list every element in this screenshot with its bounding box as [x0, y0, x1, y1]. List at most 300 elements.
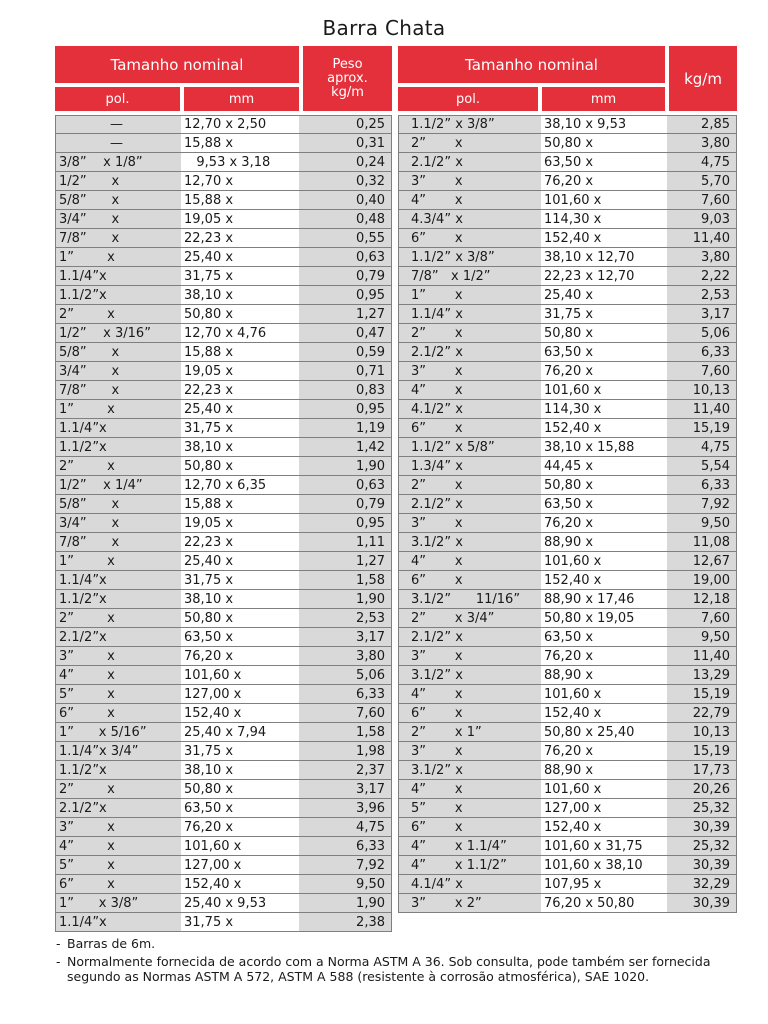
table-row: [398, 723, 737, 742]
pol-cell: 6” x: [398, 571, 541, 590]
table-row: [55, 381, 392, 400]
pol-cell: 1/2” x 3/16”: [55, 324, 181, 343]
pol-cell: 1.1/2”x: [55, 761, 181, 780]
pol-cell: 2” x: [398, 134, 541, 153]
mm-cell: 63,50 x: [541, 495, 667, 514]
pol-cell: 1” x: [55, 248, 181, 267]
mm-cell: 15,88 x: [181, 134, 299, 153]
kg-m-cell: 25,32: [667, 837, 737, 856]
table-row: [398, 533, 737, 552]
pol-cell: 2” x: [55, 609, 181, 628]
kg-m-cell: 2,53: [299, 609, 392, 628]
kg-m-cell: 0,79: [299, 495, 392, 514]
table-row: [398, 495, 737, 514]
mm-cell: 152,40 x: [181, 875, 299, 894]
pol-cell: 4” x: [398, 685, 541, 704]
mm-cell: 31,75 x: [181, 571, 299, 590]
pol-cell: 4” x: [398, 381, 541, 400]
mm-cell: 25,40 x 7,94: [181, 723, 299, 742]
pol-cell: 6” x: [398, 419, 541, 438]
table-row: [55, 761, 392, 780]
pol-cell: 1” x: [55, 552, 181, 571]
header-tamanho-nominal: Tamanho nominal: [398, 46, 665, 83]
table-row: [398, 590, 737, 609]
pol-cell: 3.1/2” x: [398, 761, 541, 780]
pol-cell: 3.1/2” x: [398, 533, 541, 552]
header-tamanho-nominal: Tamanho nominal: [55, 46, 299, 83]
table-row: [55, 324, 392, 343]
mm-cell: 76,20 x: [541, 362, 667, 381]
table-row: [398, 305, 737, 324]
kg-m-cell: 0,95: [299, 514, 392, 533]
mm-cell: 152,40 x: [541, 818, 667, 837]
mm-cell: 63,50 x: [181, 799, 299, 818]
pol-cell: 4.1/4” x: [398, 875, 541, 894]
table-row: [398, 666, 737, 685]
mm-cell: 50,80 x 25,40: [541, 723, 667, 742]
mm-cell: 127,00 x: [541, 799, 667, 818]
mm-cell: 22,23 x 12,70: [541, 267, 667, 286]
pol-cell: 3” x: [398, 742, 541, 761]
kg-m-cell: 1,58: [299, 571, 392, 590]
table-row: [55, 609, 392, 628]
table-row: [398, 134, 737, 153]
page-title: Barra Chata: [322, 16, 446, 40]
pol-cell: 1.1/4”x 3/4”: [55, 742, 181, 761]
kg-m-cell: 12,67: [667, 552, 737, 571]
pol-cell: 4.1/2” x: [398, 400, 541, 419]
mm-cell: 19,05 x: [181, 210, 299, 229]
kg-m-cell: 7,60: [667, 609, 737, 628]
mm-cell: 101,60 x: [541, 552, 667, 571]
pol-cell: 4” x: [398, 552, 541, 571]
pol-cell: 1” x: [398, 286, 541, 305]
pol-cell: 6” x: [55, 875, 181, 894]
table-row: [398, 248, 737, 267]
table-row: [55, 495, 392, 514]
pol-cell: 1” x 5/16”: [55, 723, 181, 742]
mm-cell: 31,75 x: [541, 305, 667, 324]
table-row: [398, 818, 737, 837]
pol-cell: 1/2” x 1/4”: [55, 476, 181, 495]
pol-cell: 6” x: [398, 229, 541, 248]
table-row: [398, 381, 737, 400]
table-row: [398, 172, 737, 191]
kg-m-cell: 0,32: [299, 172, 392, 191]
kg-m-cell: 3,17: [299, 780, 392, 799]
pol-cell: 1.1/2”x: [55, 286, 181, 305]
kg-m-cell: 17,73: [667, 761, 737, 780]
pol-cell: 4” x: [398, 780, 541, 799]
pol-cell: 7/8” x 1/2”: [398, 267, 541, 286]
mm-cell: 101,60 x: [541, 780, 667, 799]
mm-cell: 63,50 x: [541, 153, 667, 172]
table-row: [55, 533, 392, 552]
mm-cell: 76,20 x: [541, 742, 667, 761]
table-row: [398, 210, 737, 229]
mm-cell: 50,80 x: [541, 476, 667, 495]
kg-m-cell: 30,39: [667, 856, 737, 875]
kg-m-cell: 5,70: [667, 172, 737, 191]
kg-m-cell: 3,80: [667, 248, 737, 267]
kg-m-cell: 7,60: [299, 704, 392, 723]
mm-cell: 19,05 x: [181, 514, 299, 533]
kg-m-cell: 6,33: [299, 685, 392, 704]
table-row: [398, 362, 737, 381]
mm-cell: 12,70 x 4,76: [181, 324, 299, 343]
table-row: [398, 438, 737, 457]
table-row: [398, 457, 737, 476]
table-row: [55, 837, 392, 856]
mm-cell: 25,40 x: [181, 552, 299, 571]
footnote-text: Barras de 6m.: [67, 936, 156, 951]
header-pol: pol.: [55, 87, 180, 111]
table-row: [398, 153, 737, 172]
pol-cell: 3” x: [398, 362, 541, 381]
pol-cell: 3/4” x: [55, 362, 181, 381]
kg-m-cell: 2,85: [667, 115, 737, 134]
kg-m-cell: 6,33: [299, 837, 392, 856]
table-row: [398, 286, 737, 305]
pol-cell: 2” x: [55, 457, 181, 476]
pol-cell: 3” x: [55, 818, 181, 837]
mm-cell: 15,88 x: [181, 495, 299, 514]
right-table-header: [398, 46, 737, 111]
footnotes: [56, 936, 756, 987]
pol-cell: 1.3/4” x: [398, 457, 541, 476]
table-row: [55, 400, 392, 419]
mm-cell: 12,70 x 2,50: [181, 115, 299, 134]
pol-cell: 2.1/2”x: [55, 799, 181, 818]
mm-cell: 63,50 x: [541, 343, 667, 362]
table-row: [398, 343, 737, 362]
mm-cell: 38,10 x: [181, 286, 299, 305]
mm-cell: 152,40 x: [181, 704, 299, 723]
table-row: [55, 894, 392, 913]
pol-cell: 7/8” x: [55, 229, 181, 248]
kg-m-cell: 2,22: [667, 267, 737, 286]
table-row: [55, 818, 392, 837]
pol-cell: 3/8” x 1/8”: [55, 153, 181, 172]
table-row: [398, 552, 737, 571]
mm-cell: 15,88 x: [181, 191, 299, 210]
footnote: [56, 936, 756, 951]
table-row: [398, 571, 737, 590]
table-row: [398, 742, 737, 761]
pol-cell: 2” x 1”: [398, 723, 541, 742]
table-row: [55, 419, 392, 438]
kg-m-cell: 1,90: [299, 590, 392, 609]
bullet-dash: -: [56, 954, 61, 969]
pol-cell: 4” x 1.1/4”: [398, 837, 541, 856]
table-row: [398, 685, 737, 704]
table-row: [55, 248, 392, 267]
kg-m-cell: 32,29: [667, 875, 737, 894]
mm-cell: 101,60 x: [541, 381, 667, 400]
pol-cell: 1.1/2”x: [55, 590, 181, 609]
mm-cell: 50,80 x: [181, 609, 299, 628]
pol-cell: 5” x: [398, 799, 541, 818]
kg-m-cell: 7,60: [667, 191, 737, 210]
kg-m-cell: 4,75: [667, 153, 737, 172]
kg-m-cell: 3,80: [667, 134, 737, 153]
table-row: [398, 191, 737, 210]
kg-m-cell: 6,33: [667, 343, 737, 362]
mm-cell: 152,40 x: [541, 571, 667, 590]
mm-cell: 152,40 x: [541, 419, 667, 438]
table-row: [55, 685, 392, 704]
mm-cell: 88,90 x: [541, 533, 667, 552]
pol-cell: —: [55, 115, 181, 134]
table-row: [398, 799, 737, 818]
pol-cell: 2” x: [398, 476, 541, 495]
table-row: [55, 666, 392, 685]
mm-cell: 88,90 x 17,46: [541, 590, 667, 609]
pol-cell: 2” x: [55, 780, 181, 799]
table-row: [55, 476, 392, 495]
pol-cell: 5” x: [55, 856, 181, 875]
kg-m-cell: 10,13: [667, 381, 737, 400]
pol-cell: 3/4” x: [55, 210, 181, 229]
kg-m-cell: 0,79: [299, 267, 392, 286]
mm-cell: 22,23 x: [181, 381, 299, 400]
pol-cell: 1.1/4”x: [55, 267, 181, 286]
pol-cell: 3” x 2”: [398, 894, 541, 913]
pol-cell: 1.1/2”x: [55, 438, 181, 457]
pol-cell: 1.1/2” x 5/8”: [398, 438, 541, 457]
kg-m-cell: 4,75: [667, 438, 737, 457]
mm-cell: 114,30 x: [541, 400, 667, 419]
mm-cell: 50,80 x: [181, 305, 299, 324]
footnote-text: Normalmente fornecida de acordo com a Norma ASTM A 36. Sob consulta, pode também ser fornecida segundo as Normas ASTM A 572, ASTM A 588 (resistente à corrosão atmosférica), SAE 1020.: [67, 954, 711, 984]
pol-cell: 6” x: [398, 704, 541, 723]
mm-cell: 101,60 x: [181, 837, 299, 856]
kg-m-cell: 12,18: [667, 590, 737, 609]
kg-m-cell: 9,03: [667, 210, 737, 229]
pol-cell: 2.1/2” x: [398, 153, 541, 172]
kg-m-cell: 0,24: [299, 153, 392, 172]
header-pol: pol.: [398, 87, 538, 111]
mm-cell: 19,05 x: [181, 362, 299, 381]
header-mm: mm: [542, 87, 665, 111]
kg-m-cell: 11,08: [667, 533, 737, 552]
table-row: [55, 780, 392, 799]
table-row: [55, 267, 392, 286]
table-row: [398, 628, 737, 647]
kg-m-cell: 11,40: [667, 400, 737, 419]
pol-cell: 5/8” x: [55, 343, 181, 362]
pol-cell: 3.1/2” x: [398, 666, 541, 685]
table-row: [398, 894, 737, 913]
mm-cell: 38,10 x: [181, 761, 299, 780]
kg-m-cell: 0,31: [299, 134, 392, 153]
kg-m-cell: 9,50: [667, 514, 737, 533]
kg-m-cell: 0,25: [299, 115, 392, 134]
kg-m-cell: 7,92: [299, 856, 392, 875]
bullet-dash: -: [56, 936, 61, 951]
left-table-header: [55, 46, 392, 111]
table-row: [398, 856, 737, 875]
pol-cell: 4” x 1.1/2”: [398, 856, 541, 875]
table-row: [398, 647, 737, 666]
pol-cell: 2.1/2”x: [55, 628, 181, 647]
table-row: [55, 856, 392, 875]
kg-m-cell: 9,50: [667, 628, 737, 647]
table-row: [55, 723, 392, 742]
mm-cell: 152,40 x: [541, 229, 667, 248]
pol-cell: 1.1/4”x: [55, 419, 181, 438]
mm-cell: 25,40 x: [181, 248, 299, 267]
mm-cell: 44,45 x: [541, 457, 667, 476]
kg-m-cell: 20,26: [667, 780, 737, 799]
mm-cell: 31,75 x: [181, 267, 299, 286]
kg-m-cell: 7,92: [667, 495, 737, 514]
header-mm: mm: [184, 87, 299, 111]
mm-cell: 101,60 x 31,75: [541, 837, 667, 856]
pol-cell: 3” x: [398, 647, 541, 666]
kg-m-cell: 0,55: [299, 229, 392, 248]
table-row: [55, 913, 392, 932]
mm-cell: 101,60 x: [541, 191, 667, 210]
kg-m-cell: 5,06: [299, 666, 392, 685]
pol-cell: 1/2” x: [55, 172, 181, 191]
kg-m-cell: 0,47: [299, 324, 392, 343]
kg-m-cell: 1,90: [299, 457, 392, 476]
pol-cell: 4” x: [398, 191, 541, 210]
kg-m-cell: 3,17: [299, 628, 392, 647]
mm-cell: 31,75 x: [181, 913, 299, 932]
kg-m-cell: 6,33: [667, 476, 737, 495]
mm-cell: 76,20 x: [181, 818, 299, 837]
kg-m-cell: 19,00: [667, 571, 737, 590]
mm-cell: 31,75 x: [181, 419, 299, 438]
table-row: [55, 647, 392, 666]
pol-cell: 3/4” x: [55, 514, 181, 533]
mm-cell: 15,88 x: [181, 343, 299, 362]
mm-cell: 127,00 x: [181, 856, 299, 875]
pol-cell: 2.1/2” x: [398, 628, 541, 647]
mm-cell: 63,50 x: [181, 628, 299, 647]
mm-cell: 12,70 x 6,35: [181, 476, 299, 495]
kg-m-cell: 9,50: [299, 875, 392, 894]
pol-cell: 2” x: [55, 305, 181, 324]
footnote: [56, 954, 756, 984]
kg-m-cell: 0,83: [299, 381, 392, 400]
mm-cell: 38,10 x: [181, 438, 299, 457]
kg-m-cell: 3,80: [299, 647, 392, 666]
table-row: [398, 704, 737, 723]
kg-m-cell: 10,13: [667, 723, 737, 742]
pol-cell: 3” x: [398, 172, 541, 191]
table-row: [55, 742, 392, 761]
left-table: [55, 46, 392, 930]
kg-m-cell: 1,42: [299, 438, 392, 457]
table-row: [398, 115, 737, 134]
table-row: [55, 134, 392, 153]
mm-cell: 101,60 x 38,10: [541, 856, 667, 875]
left-table-body: [55, 115, 392, 932]
table-row: [55, 590, 392, 609]
pol-cell: 1.1/4”x: [55, 913, 181, 932]
kg-m-cell: 11,40: [667, 647, 737, 666]
kg-m-cell: 1,58: [299, 723, 392, 742]
table-row: [55, 628, 392, 647]
pol-cell: 5” x: [55, 685, 181, 704]
kg-m-cell: 2,37: [299, 761, 392, 780]
mm-cell: 76,20 x: [541, 514, 667, 533]
table-row: [55, 286, 392, 305]
header-peso-kg-m: Peso aprox. kg/m: [303, 46, 392, 111]
kg-m-cell: 1,98: [299, 742, 392, 761]
mm-cell: 101,60 x: [181, 666, 299, 685]
kg-m-cell: 25,32: [667, 799, 737, 818]
mm-cell: 9,53 x 3,18: [181, 153, 299, 172]
kg-m-cell: 0,63: [299, 476, 392, 495]
pol-cell: 1.1/2” x 3/8”: [398, 248, 541, 267]
kg-m-cell: 3,96: [299, 799, 392, 818]
table-row: [55, 438, 392, 457]
pol-cell: 1” x 3/8”: [55, 894, 181, 913]
pol-cell: 1.1/2” x 3/8”: [398, 115, 541, 134]
table-row: [398, 267, 737, 286]
table-row: [55, 362, 392, 381]
table-row: [398, 229, 737, 248]
pol-cell: 6” x: [398, 818, 541, 837]
table-row: [55, 514, 392, 533]
mm-cell: 25,40 x: [181, 400, 299, 419]
pol-cell: 4” x: [55, 837, 181, 856]
mm-cell: 12,70 x: [181, 172, 299, 191]
table-row: [398, 837, 737, 856]
table-row: [55, 875, 392, 894]
table-row: [55, 704, 392, 723]
table-row: [55, 172, 392, 191]
table-row: [55, 571, 392, 590]
table-row: [398, 780, 737, 799]
table-row: [55, 210, 392, 229]
header-kg-m: kg/m: [669, 46, 737, 111]
pol-cell: 2” x: [398, 324, 541, 343]
table-row: [398, 400, 737, 419]
pol-cell: 6” x: [55, 704, 181, 723]
kg-m-cell: 1,11: [299, 533, 392, 552]
kg-m-cell: 3,17: [667, 305, 737, 324]
kg-m-cell: 2,53: [667, 286, 737, 305]
mm-cell: 25,40 x 9,53: [181, 894, 299, 913]
kg-m-cell: 0,95: [299, 400, 392, 419]
kg-m-cell: 15,19: [667, 742, 737, 761]
kg-m-cell: 0,71: [299, 362, 392, 381]
mm-cell: 50,80 x: [181, 780, 299, 799]
mm-cell: 38,10 x 9,53: [541, 115, 667, 134]
mm-cell: 152,40 x: [541, 704, 667, 723]
kg-m-cell: 13,29: [667, 666, 737, 685]
mm-cell: 22,23 x: [181, 533, 299, 552]
mm-cell: 107,95 x: [541, 875, 667, 894]
mm-cell: 114,30 x: [541, 210, 667, 229]
kg-m-cell: 15,19: [667, 685, 737, 704]
right-table-body: [398, 115, 737, 913]
table-row: [55, 153, 392, 172]
kg-m-cell: 7,60: [667, 362, 737, 381]
table-row: [398, 324, 737, 343]
kg-m-cell: 15,19: [667, 419, 737, 438]
table-row: [55, 457, 392, 476]
mm-cell: 50,80 x: [541, 134, 667, 153]
kg-m-cell: 0,40: [299, 191, 392, 210]
pol-cell: 1.1/4”x: [55, 571, 181, 590]
kg-m-cell: 4,75: [299, 818, 392, 837]
